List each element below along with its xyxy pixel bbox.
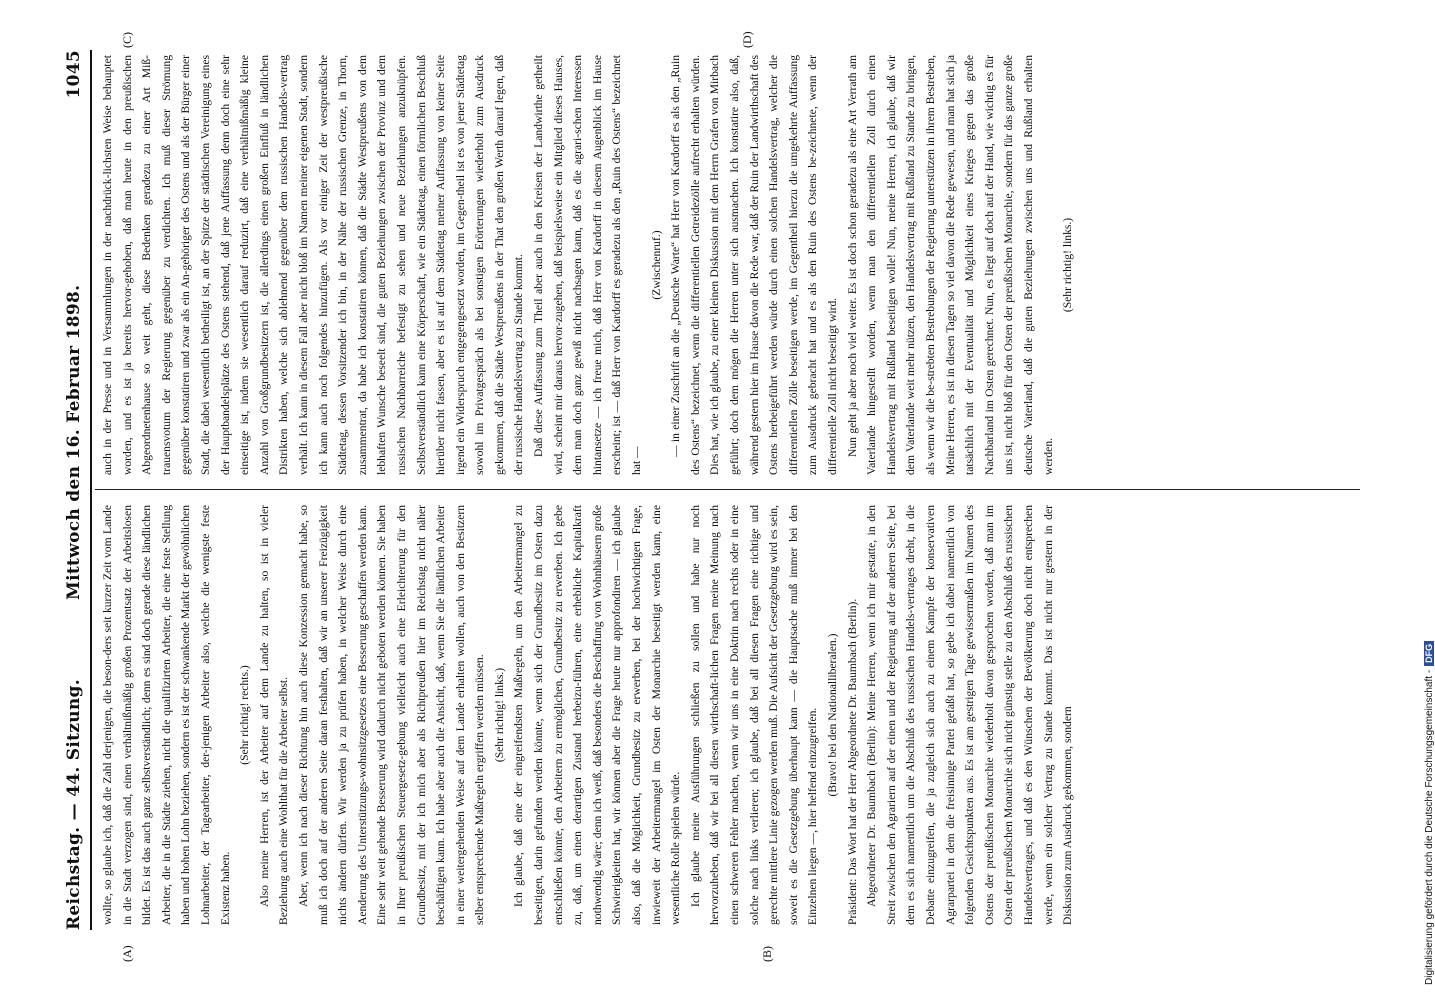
header-date: Mittwoch den 16. Februar 1898. xyxy=(64,284,84,600)
margin-letter-a: (A) xyxy=(120,945,134,962)
right-column xyxy=(98,55,1363,475)
paragraph: Ich glaube, daß eine der eingreifendsten Maßregeln, um den Arbeitermangel zu beseitigen, darin gefunden werden könnte, wenn sich der Grundbesitz im Osten dazu entschließen könnte, den Arbeitern zu ermöglichen, Grundbesitz zu erwerben. Ich gebe zu, daß, um einen derartigen Zustand herbeizu-führen, eine erhebliche Kapitalkraft nothwendig wäre; denn ich weiß, daß besonders die Beschaffung von Wohnhäusern große Schwierigkeiten hat, wir können aber die Frage heute nur approfondiren — ich glaube also, daß die Möglichkeit, Grundbesitz zu erwerben, bei der hochwichtigen Frage, inwieweit der Arbeitermangel im Osten der Monarchie beseitigt werden kann, eine wesentliche Rolle spielen würde. xyxy=(512,505,683,925)
credit-text: Digitalisierung gefördert durch die Deutsche Forschungsgemeinschaft - xyxy=(1424,669,1435,985)
paragraph: auch in der Presse und in Versammlungen in der nachdrück-lichsten Weise behauptet worden, und es ist ja bereits hervor-gehoben, daß man heute in den preußischen Abgeordnetenhause so weit geht, diese Bedenken geradezu zu einer Art Miß-trauensvotum der Regierung gegenüber zu verdichten. Ich muß dieser Strömung gegenüber konstatiren und zwar als ein An-gehöriger des Ostens und als der Bürger einer Stadt, die dabei wesentlich betheiligt ist, an der Spitze der städtischen Vereinigung eines der Hauptbandelsplätze des Ostens stehend, daß jene Auffassung denn doch eine sehr einseitige ist, indem sie wesentlich darauf reduzirt, daß eine verhältnißmäßig kleine Anzahl von Großgrundbesitzern ist, die allerdings einen großen Einfluß in ländlichen Distrikten haben, welche sich ablehnend gegenüber dem russischen Handels-vertrag verhält. Ich kann in diesem Fall aber nicht bloß im Namen meiner eigenen Stadt, sondern ich kann auch noch folgendes hinzufügen. Als vor einiger Zeit der westpreußische Städtetag, dessen Vorsitzender ich bin, in der Nähe der russischen Grenze, in Thorn, zusammentrat, da habe ich konstatiren können, daß die Städte Westpreußens von dem lebhaften Wunsche beseelt sind, die guten Beziehungen zwischen der Provinz und dem russischen Nachbarreiche befestigt zu sehen und neue Beziehungen anzuknüpfen. Selbstverständlich kann eine Körperschaft, wie ein Städtetag, einen förmlichen Beschluß hierüber nicht fassen, aber es ist auf dem Städtetag meiner Auffassung von keiner Seite irgend ein Widerspruch entgegengesetzt worden, im Gegen-theil ist es von jener Städtetag sowohl im Privatgespräch als bei sonstigen Erörterungen wiederholt zum Ausdruck gekommen, daß die Städte Westpreußens in der That den großen Werth darauf legen, daß der russische Handelsvertrag zu Stande kommt. xyxy=(101,55,526,475)
header-rule xyxy=(90,50,92,930)
paragraph: Daß diese Auffassung zum Theil aber auch in den Kreisen der Landwirthe getheilt wird, scheint mir daraus hervor-zugehen, daß beispielsweise ein Mitglied dieses Hauses, dem man doch ganz gewiß nicht nachsagen kann, daß es die agrari-schen Interessen hintansetze — ich freue mich, daß Herr von Kardorff in diesem Augenblick im Hause erscheint; ist — daß Herr von Kardorff es geradezu als den „Ruin des Ostens“ bezeichnet hat — xyxy=(532,55,644,475)
page-number: 1045 xyxy=(64,50,84,99)
margin-letter-d: (D) xyxy=(740,31,754,48)
paragraph: (Sehr richtig! links.) xyxy=(492,667,506,763)
paragraph: Nun geht ja aber noch viel weiter. Es ist doch schon geradezu als eine Art Verrath am Vaterlande hingestellt worden, wenn man den differentiellen Zoll durch einen Handelsvertrag mit Rußland beseitigen wolle! Nun, meine Herren, ich glaube, daß wir dem Vaterlande weit mehr nützen, den Handelsvertrag mit Rußland zu Stande zu bringen, als wenn wir die be-strebten Bestrebungen der Regierung unterstützen in ihrem Bestreben, Meine Herren, es ist in diesen Tagen so viel davon die Rede gewesen, und man hat sich ja tatsächlich mit der Eventualität und Möglichkeit eines Krieges gegen das große Nachbarland im Osten gerechnet. Nun, es liegt auf doch auf der Hand, wie wichtig es für uns ist, nicht bloß für den Osten der preußischen Monarchie, sondern für das ganze große deutsche Vaterland, daß die guten Beziehungen zwischen uns und Rußland erhalten werden. xyxy=(845,55,1055,475)
paragraph: Abgeordneter Dr. Baumbach (Berlin): Meine Herren, wenn ich mir gestatte, in den Streit zwischen den Agrariern auf der einen und der Regierung auf der anderen Seite, bei dem es sich namentlich um die Abschluß des russischen Handels-vertrages dreht, in die Debatte einzugreifen, die ja zugleich sich auch zu einem Kampfe der konservativen Agrarpartei in dem die freisinnige Partei gefaßt hat, so gebe ich dabei namentlich von folgenden Gesichtspunkten aus. Es ist am gestrigen Tage gewissermaßen im Namen des Ostens der preußischen Monarchie wiederholt davon gesprochen worden, daß man im Osten der preußischen Monarchie sich nicht günstig stelle zu den Abschluß des russischen Handelsvertrages, und daß es den Wünschen der Bevölkerung doch nicht entsprechen werde, wenn ein solcher Vertrag zu Stande kommt. Das ist nicht nur gestern in der Diskussion zum Ausdruck gekommen, sondern xyxy=(865,505,1075,925)
paragraph: (Zwischenruf.) xyxy=(649,230,663,300)
paragraph: Präsident: Das Wort hat der Herr Abgeordnete Dr. Baumbach (Berlin). xyxy=(845,598,859,925)
left-column xyxy=(98,505,1363,925)
paragraph: — in einer Zuschrift an die „Deutsche Warte“ hat Herr von Kardorff es als den „Ruin des Ostens“ bezeichnet, wenn die differentiellen Getreidezölle aufrecht erhalten würden. Dies hat, wie ich glaube, zu einer kleinen Diskussion mit dem Herrn Grafen von Mirbach geführt; doch dem mögen die Herren unter sich ausmachen. Ich konstatire also, daß, während gestern hier im Hause davon die Rede war, daß der Ruin der Landwirthschaft des Ostens herbeigeführt werden würde durch einen solchen Handelsvertrag, welcher die differentiellen Zölle beseitigen werde, im Gegentheil hierzu die umgekehrte Auffassung zum Ausdruck gebracht hat und es als den Ruin des Ostens be-zeichnete, wenn der differentielle Zoll nicht beseitigt wird. xyxy=(669,55,839,475)
dfg-credit xyxy=(1424,641,1435,985)
paragraph: wollte, so glaube ich, daß die Zahl derjenigen, die beson-ders seit kurzer Zeit vom Lande in die Stadt verzogen sind, einen verhältnißmäßig großen Prozentsatz der Arbeitslosen bildet. Es ist das auch ganz selbstverständlich; denn es sind doch gerade diese ländlichen Arbeiter, die in die Städte ziehen, nicht die qualifizirten Arbeiter, die eine feste Stellung haben und hohen Lohn beziehen, sondern es ist der schwankende Markt der gewöhnlichen Lohnarbeiter, der Tagearbeiter, der-jenigen Arbeiter also, welche die wenigste feste Existenz haben. xyxy=(101,505,232,925)
paragraph: (Bravo! bei den Nationalliberalen.) xyxy=(825,633,839,797)
paragraph: Aber, wenn ich nach dieser Richtung hin auch diese Konzession gemacht habe, so muß ich doch auf der anderen Seite daran festhalten, daß wir an unserer Freizügigkeit nichts ändern dürfen. Wir werden ja zu prüfen haben, in welcher Weise durch eine Aenderung des Unterstützungs-wohnsitzgesetzes eine Besserung geschaffen werden kann. Eine sehr weit gehende Besserung wird dadurch nicht geboten werden können. Sie haben in Ihrer preußischen Steuergesetz-gebung vielleicht auch eine Erleichterung für den Grundbesitz, mit der ich mich aber als Richtpreußen hier im Reichstag nicht näher beschäftigen kann. Ich habe aber auch die Ansicht, daß, wenn Sie die ländlichen Arbeiter in einer weitergehenden Weise auf dem Lande erhalten wollen, auch von den Besitzern selber entsprechende Maßregeln ergriffen werden müssen. xyxy=(296,505,487,925)
header-left: Reichstag. — 44. Sitzung. xyxy=(64,679,84,930)
margin-letter-b: (B) xyxy=(760,946,774,962)
paragraph: (Sehr richtig! links.) xyxy=(1061,217,1075,313)
paragraph: (Sehr richtig! rechts.) xyxy=(238,665,252,765)
dfg-logo: DFG xyxy=(1424,641,1434,666)
paragraph: Ich glaube meine Ausführungen schließen zu sollen und habe nur noch hervorzuheben, daß wir bei all diesen wirthschaft-lichen Fragen meine Meinung nach einen schweren Fehler machen, wenn wir uns in eine Doktrin nach rechts oder in eine solche nach links verlieren; ich glaube, daß bei all diesen Fragen eine richtige und gerechte mittlere Linie gezogen werden muß. Die Aufsicht der Gesetzgebung wird es sein, soweit es die Gesetzgebung überhaupt kann — die Hauptsache muß immer bei den Einzelnen liegen —, hier helfend einzugreifen. xyxy=(688,505,820,925)
column-divider xyxy=(95,489,1360,490)
margin-letter-c: (C) xyxy=(120,32,134,48)
paragraph: Also meine Herren, ist der Arbeiter auf dem Lande zu halten, so ist in vieler Beziehung auch eine Wohlthat für die Arbeiter selbst. xyxy=(257,505,291,925)
